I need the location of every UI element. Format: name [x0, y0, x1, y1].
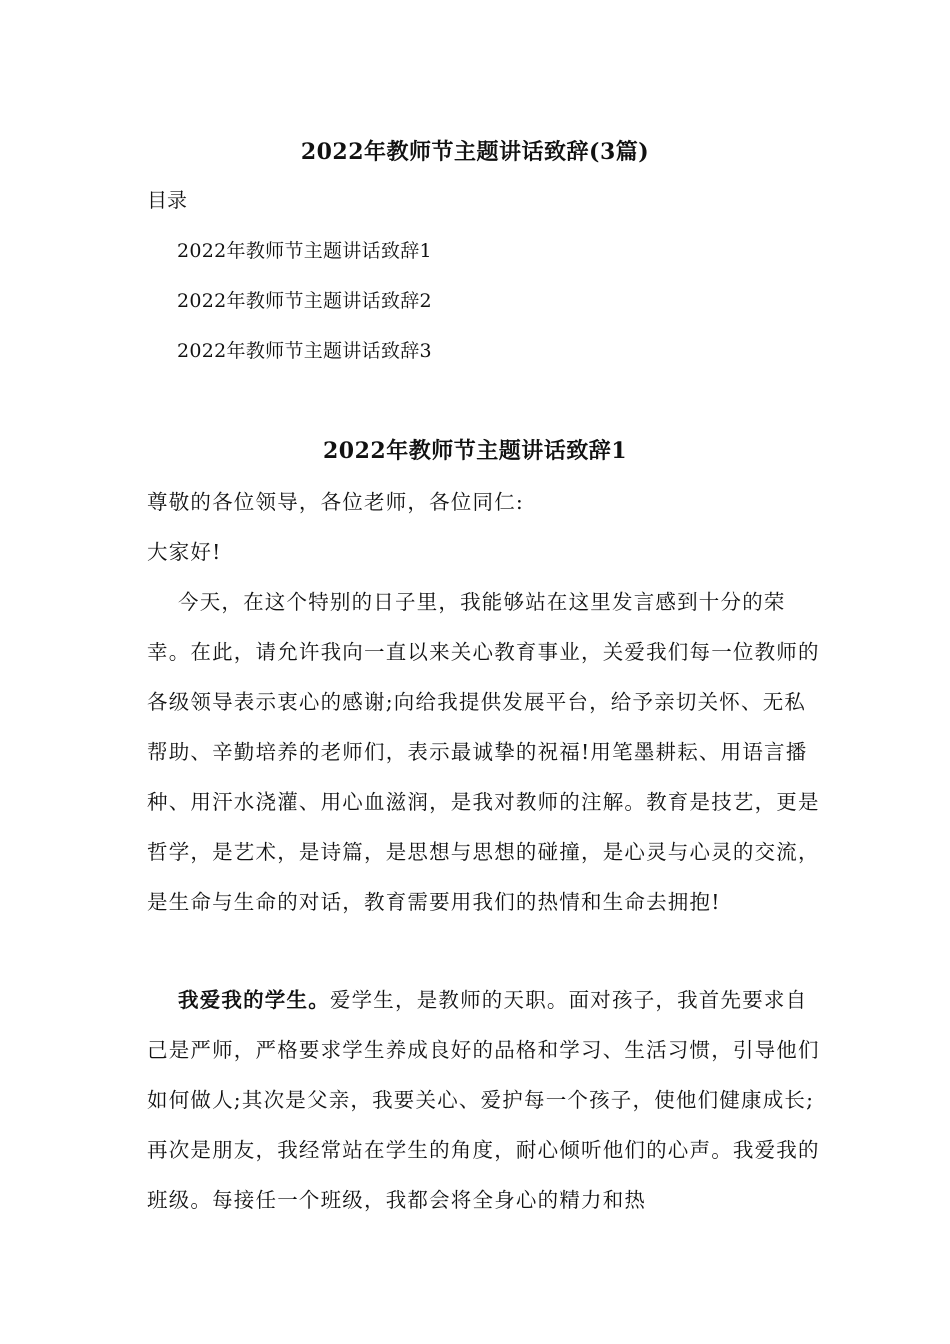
toc-item-2[interactable]: 2022年教师节主题讲话致辞2	[177, 290, 432, 312]
document-title: 2022年教师节主题讲话致辞(3篇)	[300, 139, 650, 165]
greeting-line: 尊敬的各位领导，各位老师，各位同仁:	[147, 490, 525, 514]
hello-line: 大家好!	[147, 540, 222, 564]
toc-item-3[interactable]: 2022年教师节主题讲话致辞3	[177, 340, 432, 362]
paragraph-2-body: 爱学生，是教师的天职。面对孩子，我首先要求自己是严师，严格要求学生养成良好的品格和学习、生活习惯，引导他们如何做人;其次是父亲，我要关心、爱护每一个孩子，使他们健康成长;再次是朋友，我经常站在学生的角度，耐心倾听他们的心声。我爱我的班级。每接任一个班级，我都会将全身心的精力和热	[147, 988, 820, 1212]
body-paragraph-1: 今天，在这个特别的日子里，我能够站在这里发言感到十分的荣幸。在此，请允许我向一直以来关心教育事业，关爱我们每一位教师的各级领导表示衷心的感谢;向给我提供发展平台，给予亲切关怀、无私帮助、辛勤培养的老师们，表示最诚挚的祝福!用笔墨耕耘、用语言播种、用汗水浇灌、用心血滋润，是我对教师的注解。教育是技艺，更是哲学，是艺术，是诗篇，是思想与思想的碰撞，是心灵与心灵的交流，是生命与生命的对话，教育需要用我们的热情和生命去拥抱!	[147, 590, 820, 914]
paragraph-2-lead: 我爱我的学生。	[178, 988, 330, 1012]
body-paragraph-2	[147, 975, 827, 1225]
toc-item-1[interactable]: 2022年教师节主题讲话致辞1	[177, 240, 432, 262]
section-heading: 2022年教师节主题讲话致辞1	[322, 438, 628, 464]
toc-label: 目录	[147, 188, 187, 212]
